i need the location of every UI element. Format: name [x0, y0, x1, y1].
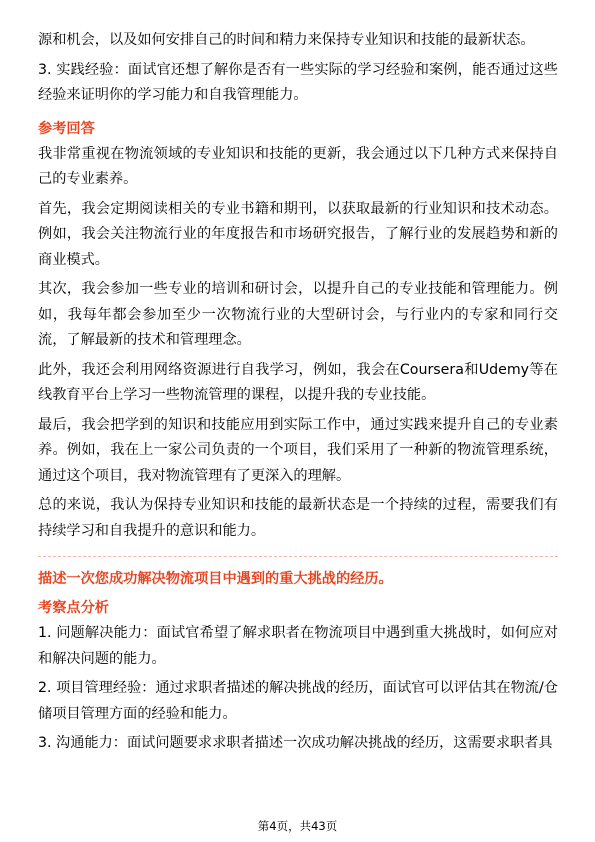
analysis-item-3: 3. 沟通能力：面试问题要求求职者描述一次成功解决挑战的经历，这需要求职者具 [38, 735, 553, 751]
analysis-heading: 考察点分析 [38, 600, 109, 616]
question-heading: 描述一次您成功解决物流项目中遇到的重大挑战的经历。 [38, 571, 393, 587]
answer-paragraph-1: 我非常重视在物流领域的专业知识和技能的更新，我会通过以下几种方式来保持自己的专业素养。 [38, 145, 558, 187]
analysis-item-1: 1. 问题解决能力：面试官希望了解求职者在物流项目中遇到重大挑战时，如何应对和解决问题的能力。 [38, 625, 558, 667]
answer-paragraph-6: 总的来说，我认为保持专业知识和技能的最新状态是一个持续的过程，需要我们有持续学习和自我提升的意识和能力。 [38, 497, 558, 539]
reference-answer-heading: 参考回答 [38, 120, 95, 137]
answer-paragraph-2: 首先，我会定期阅读相关的专业书籍和期刊，以获取最新的行业知识和技术动态。例如，我会关注物流行业的年度报告和市场研究报告，了解行业的发展趋势和新的商业模式。 [38, 200, 558, 268]
intro-paragraph-1: 源和机会，以及如何安排自己的时间和精力来保持专业知识和技能的最新状态。 [38, 32, 535, 48]
answer-paragraph-4: 此外，我还会利用网络资源进行自我学习，例如，我会在Coursera和Udemy等在线教育平台上学习一些物流管理的课程，以提升我的专业技能。 [38, 361, 558, 403]
analysis-item-2: 2. 项目管理经验：通过求职者描述的解决挑战的经历，面试官可以评估其在物流/仓储项目管理方面的经验和能力。 [38, 680, 558, 722]
document-body [38, 28, 558, 761]
answer-paragraph-5: 最后，我会把学到的知识和技能应用到实际工作中，通过实践来提升自己的专业素养。例如，我在上一家公司负责的一个项目，我们采用了一种新的物流管理系统，通过这个项目，我对物流管理有了更深入的理解。 [38, 416, 558, 484]
section-divider [38, 556, 558, 557]
page-number-footer: 第4页，共43页 [257, 819, 338, 833]
answer-paragraph-3: 其次，我会参加一些专业的培训和研讨会，以提升自己的专业技能和管理能力。例如，我每年都会参加至少一次物流行业的大型研讨会，与行业内的专家和同行交流，了解最新的技术和管理理念。 [38, 281, 558, 348]
intro-paragraph-2: 3. 实践经验：面试官还想了解你是否有一些实际的学习经验和案例，能否通过这些经验来证明你的学习能力和自我管理能力。 [38, 61, 558, 103]
